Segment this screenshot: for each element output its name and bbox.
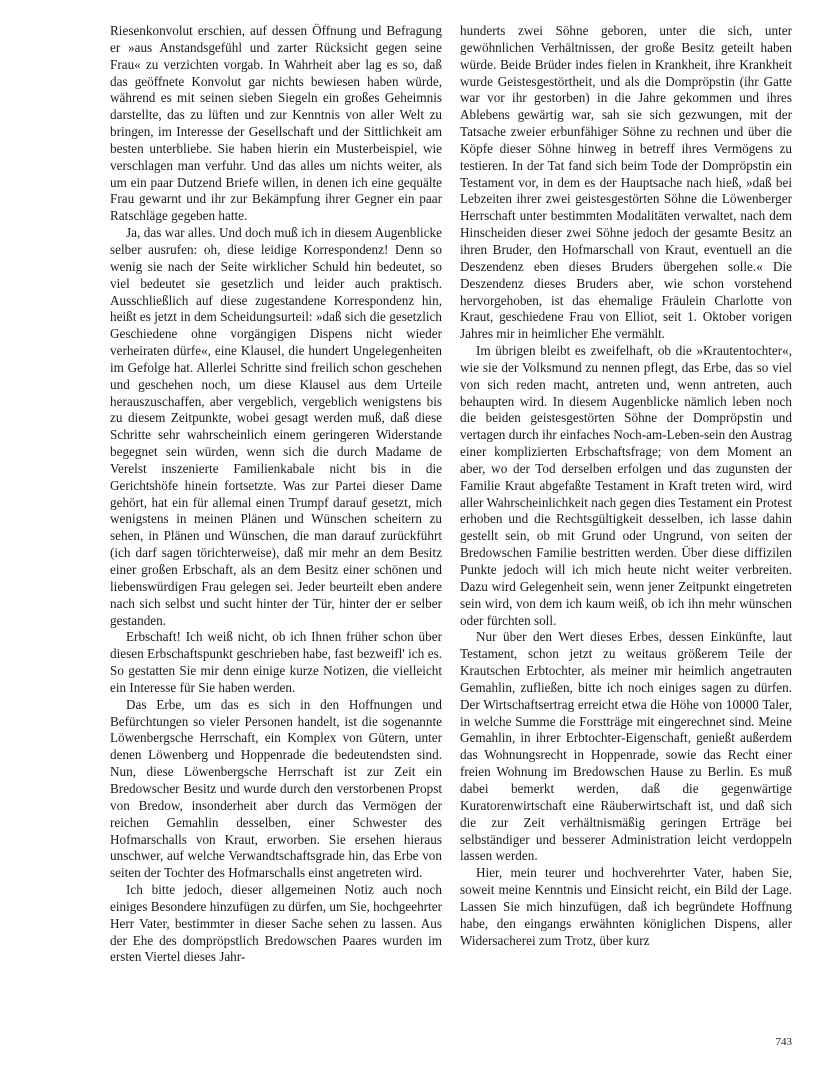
paragraph: Das Erbe, um das es sich in den Hoffnungen und Befürchtungen so vieler Personen handelt, ist die sogenannte Löwenbergsche Herrschaft, ein Komplex von Gütern, unter denen Löwenberg und Hoppenrade die bedeutendsten sind. Nun, diese Löwenbergsche Herrschaft ist zur Zeit ein Bredowscher Besitz und wurde durch den verstorbenen Propst von Bredow, insonderheit aber durch das Vermögen der reichen Gemahlin desselben, einer Schwester des Hofmarschalls von Kraut, erworben. Sie ersehen hieraus unschwer, auf welche Verwandtschaftsgrade hin, das Erbe von seiten der Tochter des Hofmarschalls einst angetreten wird. (110, 696, 442, 881)
paragraph: Ja, das war alles. Und doch muß ich in diesem Augenblicke selber ausrufen: oh, diese leidige Korrespondenz! Denn so wenig sie nach der Seite wirklicher Schuld hin bedeutet, so viel bedeutet sie gesetzlich und leider auch praktisch. Ausschließlich auf diese zugestandene Korrespondenz hin, heißt es jetzt in dem Scheidungsurteil: »daß sich die gesetzlich Geschiedene ohne vorgängigen Dispens nicht wieder verheiraten dürfe«, eine Klausel, die hundert Ungelegenheiten im Gefolge hat. Allerlei Schritte sind freilich schon geschehen und geschehen noch, um diese Klausel aus dem Urteile herauszuschaffen, aber vergeblich, vergeblich wenigstens bis zu diesem Zeitpunkte, wobei gesagt werden muß, daß diese Schritte sehr wahrscheinlich einem geringeren Widerstande begegnet sein würden, wenn sich die durch Madame de Verelst inszenierte Familienkabale nicht bis in die Gerichtshöfe hinein fortsetzte. Was zur Partei dieser Dame gehört, hat ein für allemal einen Trumpf darauf gesetzt, mich wenigstens in meinen Plänen und Wünschen scheitern zu sehen, in Plänen und Wünschen, die man darauf zurückführt (ich darf sagen törichterweise), daß mir mehr an dem Besitz einer großen Erbschaft, als an dem Besitz einer schönen und liebenswürdigen Frau gelegen sei. Jeder beurteilt eben andere nach sich selbst und sucht hinter der Tür, hinter der er selber gestanden. (110, 225, 442, 628)
left-column (110, 23, 442, 966)
paragraph: Nur über den Wert dieses Erbes, dessen Einkünfte, laut Testament, schon jetzt zu weitaus größerem Teile der Krautschen Erbtochter, als meiner mir heimlich angetrauten Gemahlin, zufließen, bitte ich noch einiges sagen zu dürfen. Der Wirtschaftsertrag erreicht etwa die Höhe von 10000 Taler, in welche Summe die Forstträge mit eingerechnet sind. Meine Gemahlin, in ihrer Erbtochter-Eigenschaft, genießt außerdem das Wohnungsrecht in Hoppenrade, sowie das Recht einer freien Wohnung im Bredowschen Hause zu Berlin. Es muß dabei bemerkt werden, daß die gegenwärtige Kuratorenwirtschaft eine Räuberwirtschaft ist, und daß sich die zur Zeit verhältnismäßig geringen Erträge bei selbständiger und besserer Administration leicht verdoppeln lassen werden. (460, 629, 792, 864)
paragraph: Hier, mein teurer und hochverehrter Vater, haben Sie, soweit meine Kenntnis und Einsicht reicht, ein Bild der Lage. Lassen Sie mich hinzufügen, daß ich begründete Hoffnung habe, den eingangs erwähnten königlichen Dispens, aller Widersacherei zum Trotz, über kurz (460, 865, 792, 948)
right-column (460, 23, 792, 949)
paragraph: Erbschaft! Ich weiß nicht, ob ich Ihnen früher schon über diesen Erbschaftspunkt geschrieben habe, fast bezweifl' ich es. So gestatten Sie mir denn einige kurze Notizen, die vielleicht ein Interesse für Sie haben werden. (110, 629, 442, 695)
paragraph: Ich bitte jedoch, dieser allgemeinen Notiz auch noch einiges Besondere hinzufügen zu dürfen, um Sie, hochgeehrter Herr Vater, bestimmter in dieser Sache sehen zu lassen. Aus der Ehe des dompröpstlich Bredowschen Paares wurden im ersten Viertel dieses Jahr- (110, 882, 442, 965)
paragraph: Im übrigen bleibt es zweifelhaft, ob die »Krautentochter«, wie sie der Volksmund zu nennen pflegt, das Erbe, das so viel von sich reden macht, antreten und, wenn antreten, auch behaupten wird. In diesem Augenblicke nämlich leben noch die beiden geistesgestörten Söhne der Dompröpstin und vertagen durch ihr einfaches Noch-am-Leben-sein den Austrag einer komplizierten Erbschaftsfrage; von dem Moment an aber, wo der Tod derselben erfolgen und das zugunsten der Familie Kraut abgefaßte Testament in Kraft treten wird, wird aller Wahrscheinlichkeit nach gegen dies Testament ein Protest erhoben und die Rechtsgültigkeit desselben, ich lasse dahin gestellt sein, ob mit Grund oder Ungrund, von seiten der Bredowschen Familie bestritten werden. Über diese diffizilen Punkte jedoch will ich mich heute nicht weiter verbreiten. Dazu wird Gelegenheit sein, wenn jener Zeitpunkt eingetreten sein wird, von dem ich kaum weiß, ob ich ihn mehr wünschen oder fürchten soll. (460, 343, 792, 628)
page-number: 743 (775, 1036, 792, 1048)
paragraph: Riesenkonvolut erschien, auf dessen Öffnung und Befragung er »aus Anstandsgefühl und zarter Rücksicht gegen seine Frau« zu verzichten vorgab. In Wahrheit aber lag es so, daß das geöffnete Konvolut gar nichts bewiesen haben würde, während es mit seinen sieben Siegeln ein großes Geheimnis darstellte, das zu lüften und zur Kenntnis von aller Welt zu bringen, im Interesse der Gesellschaft und der Sittlichkeit am besten unterbliebe. Sie haben hierin ein Musterbeispiel, wie verschlagen man verfuhr. Und das alles um nichts weiter, als um ein paar Dutzend Briefe willen, in denen ich eine gequälte Frau gewarnt und ihr zur Bekämpfung ihrer Gegner ein paar Ratschläge gegeben hatte. (110, 23, 442, 224)
paragraph: hunderts zwei Söhne geboren, unter die sich, unter gewöhnlichen Verhältnissen, der große Besitz geteilt haben würde. Beide Brüder indes fielen in Krankheit, ihre Krankheit wurde Geistesgestörtheit, und als die Dompröpstin (ihr Gatte war vor ihr gestorben) in die Jahre gekommen und ihres Ablebens gewärtig war, sah sie sich gezwungen, mit der Tatsache zweier erbunfähiger Söhne zu rechnen und über die Köpfe dieser Söhne hinweg in betreff ihres Vermögens zu testieren. In der Tat fand sich beim Tode der Dompröpstin ein Testament vor, in dem es der Hauptsache nach hieß, »daß bei Lebzeiten ihrer zwei geistesgestörten Söhne die Löwenberger Herrschaft unter bestimmten Modalitäten verwaltet, nach dem Hinscheiden dieser zwei Söhne jedoch der gesamte Besitz an ihren Bruder, den Hofmarschall von Kraut, eventuell an die Deszendenz eben dieses Bruders übergehen solle.« Die Deszendenz dieses Bruders aber, wie schon vorstehend hervorgehoben, ist das ehemalige Fräulein Charlotte von Kraut, geschiedene Frau von Elliot, seit 1. Oktober vorigen Jahres mir in heimlicher Ehe vermählt. (460, 23, 792, 342)
